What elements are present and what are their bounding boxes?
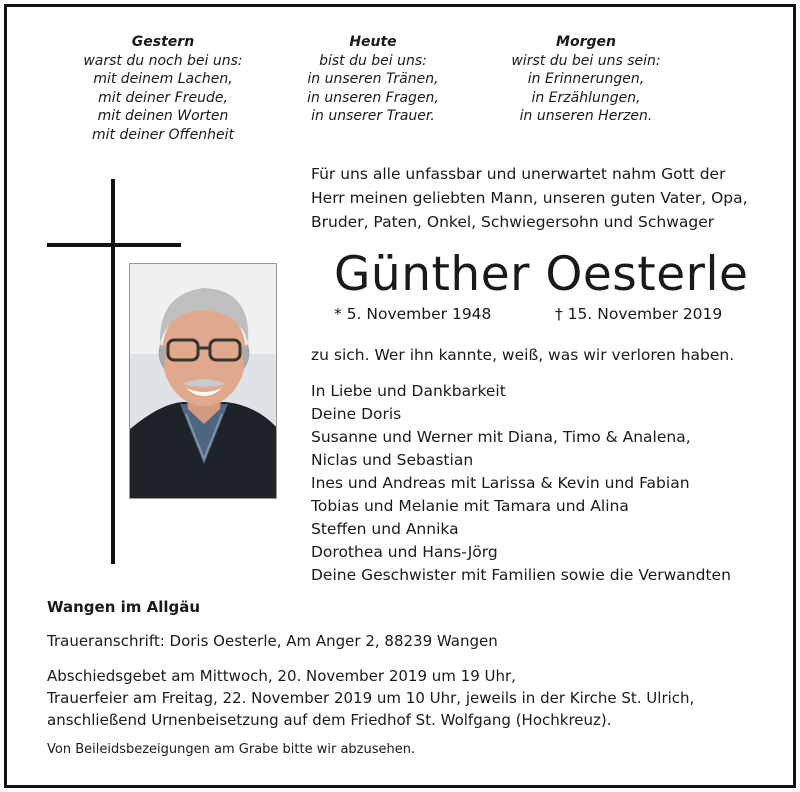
mourner-line: Susanne und Werner mit Diana, Timo & Analena,	[311, 428, 691, 446]
poem-line: warst du noch bei uns:	[83, 52, 243, 69]
poem-line: in Erzählungen,	[531, 89, 641, 106]
poem-line: in unseren Herzen.	[519, 108, 653, 125]
mourner-line: Tobias und Melanie mit Tamara und Alina	[311, 497, 629, 515]
intro-line: Für uns alle unfassbar und unerwartet nahm Gott der	[311, 165, 726, 183]
condolence-note: Von Beileidsbezeigungen am Grabe bitte wir abzusehen.	[47, 742, 416, 757]
city-heading: Wangen im Allgäu	[47, 598, 201, 616]
intro-text	[311, 162, 748, 234]
cross-icon	[111, 179, 115, 564]
poem-heading: Gestern	[131, 34, 195, 50]
poem-line: in unseren Fragen,	[307, 89, 439, 106]
deceased-name: Günther Oesterle	[334, 247, 749, 302]
poem-line: mit deinen Worten	[97, 108, 229, 125]
poem-line: in unserer Trauer.	[311, 108, 435, 125]
funeral-details	[47, 665, 694, 731]
poem-tomorrow	[481, 33, 691, 126]
poem-today	[268, 33, 478, 126]
mourner-line: Steffen und Annika	[311, 520, 459, 538]
poem-yesterday	[58, 33, 268, 145]
mourner-line: Dorothea und Hans-Jörg	[311, 543, 498, 561]
mourning-address: Traueranschrift: Doris Oesterle, Am Anger 2, 88239 Wangen	[47, 632, 498, 650]
poem-heading: Morgen	[556, 34, 616, 50]
birth-date: * 5. November 1948	[334, 305, 492, 323]
mourner-line: Niclas und Sebastian	[311, 451, 474, 469]
intro-line: Bruder, Paten, Onkel, Schwiegersohn und Schwager	[311, 213, 715, 231]
poem-line: wirst du bei uns sein:	[511, 52, 661, 69]
mourner-line: In Liebe und Dankbarkeit	[311, 382, 506, 400]
poem-line: mit deinem Lachen,	[93, 71, 233, 88]
funeral-line: Abschiedsgebet am Mittwoch, 20. November 2019 um 19 Uhr,	[47, 667, 516, 685]
funeral-line: anschließend Urnenbeisetzung auf dem Friedhof St. Wolfgang (Hochkreuz).	[47, 711, 612, 729]
poem-heading: Heute	[349, 34, 397, 50]
death-date: † 15. November 2019	[555, 305, 723, 323]
poem-line: mit deiner Offenheit	[91, 126, 235, 143]
mourner-line: Deine Geschwister mit Familien sowie die Verwandten	[311, 566, 731, 584]
poem-line: in unseren Tränen,	[307, 71, 439, 88]
outro-text: zu sich. Wer ihn kannte, weiß, was wir verloren haben.	[311, 346, 735, 364]
poem-line: mit deiner Freude,	[98, 89, 228, 106]
portrait-photo	[129, 263, 277, 499]
poem-line: bist du bei uns:	[319, 52, 427, 69]
poem-line: in Erinnerungen,	[527, 71, 645, 88]
funeral-line: Trauerfeier am Freitag, 22. November 2019 um 10 Uhr, jeweils in der Kirche St. Ulrich,	[47, 689, 695, 707]
mourners-list	[311, 380, 731, 587]
intro-line: Herr meinen geliebten Mann, unseren guten Vater, Opa,	[311, 189, 748, 207]
mourner-line: Deine Doris	[311, 405, 402, 423]
cross-icon-bar	[47, 243, 181, 247]
mourner-line: Ines und Andreas mit Larissa & Kevin und Fabian	[311, 474, 690, 492]
